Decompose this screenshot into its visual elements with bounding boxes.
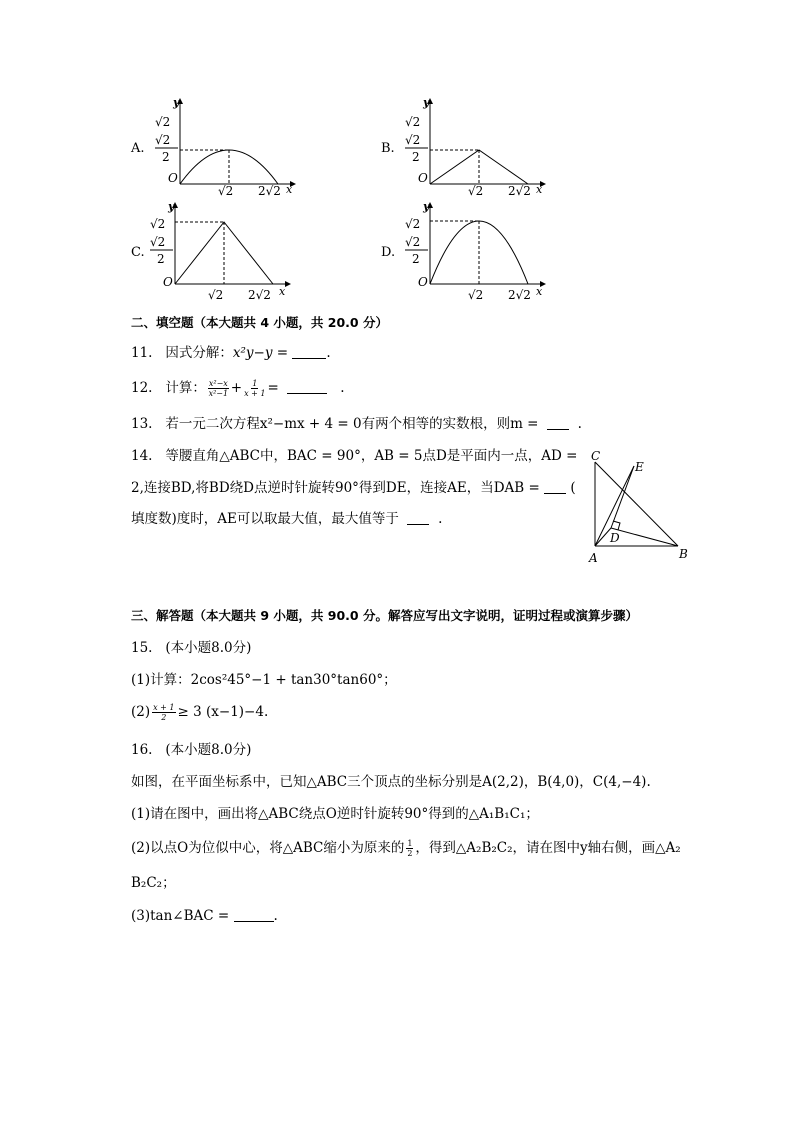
- question-13: [131, 414, 582, 434]
- q14-line2: 2,连接BD,将BD绕D点逆时针旋转90°得到DE，连接AE，当DAB =: [131, 480, 540, 496]
- y-tick-frac-den: 2: [162, 150, 170, 164]
- q12-fraction-1: $\frac{\text{x²−x}}{\text{x²−1}}$: [208, 379, 229, 398]
- question-16-part-2-cont: B₂C₂；: [131, 875, 176, 891]
- section3-heading: 三、解答题（本大题共 9 小题，共 90.0 分。解答应写出文字说明，证明过程或演算步骤）: [131, 608, 638, 623]
- option-d-graph: [400, 200, 550, 304]
- question-16-part-1: (1)请在图中，画出将△ABC绕点O逆时针旋转90°得到的△A₁B₁C₁；: [131, 806, 539, 822]
- q16-points: (本小题8.0分): [165, 742, 252, 758]
- y-axis-label: y: [168, 200, 175, 213]
- q16-fraction: $\frac{1}{2}$: [407, 839, 413, 858]
- origin-label: O: [168, 171, 178, 185]
- y-tick-frac-den: 2: [412, 252, 420, 266]
- option-c-label: C.: [131, 245, 145, 260]
- y-tick-frac-den: 2: [157, 252, 165, 266]
- q12-answer-blank[interactable]: [287, 379, 327, 394]
- q14-line3: 填度数)度时，AE可以取最大值，最大值等于: [131, 511, 399, 527]
- q13-answer-blank[interactable]: [547, 415, 569, 430]
- origin-label: O: [163, 275, 173, 289]
- question-15-header: [131, 638, 251, 658]
- question-14-line-3: [131, 509, 442, 529]
- q12-number: 12.: [131, 380, 153, 396]
- q15-points: (本小题8.0分): [165, 640, 252, 656]
- q11-text: 因式分解：: [165, 345, 233, 361]
- y-tick-sqrt2: √2: [405, 115, 421, 129]
- question-11: [131, 343, 331, 363]
- q14-line1: 等腰直角△ABC中，BAC = 90°，AB = 5点D是平面内一点，AD =: [165, 448, 578, 464]
- x-axis-label: x: [536, 183, 543, 196]
- y-tick-sqrt2: √2: [405, 217, 421, 231]
- q15-fraction: $\frac{x + 1}{2}$: [153, 703, 175, 722]
- q14-angle-blank[interactable]: [544, 479, 566, 494]
- x-axis-label: x: [286, 183, 293, 196]
- y-axis-label: y: [423, 96, 430, 109]
- point-c-label: C: [591, 449, 601, 463]
- x-tick-2sqrt2: 2√2: [258, 184, 281, 196]
- x-tick-sqrt2: √2: [218, 184, 234, 196]
- option-a-label: A.: [131, 141, 145, 156]
- q16-number: 16.: [131, 742, 153, 758]
- origin-label: O: [418, 275, 428, 289]
- point-a-label: A: [589, 551, 598, 565]
- question-12: [131, 378, 345, 398]
- y-tick-frac-num: √2: [405, 235, 421, 249]
- q14-number: 14.: [131, 448, 153, 464]
- question-16-part-3: (3)tan∠BAC = .: [131, 908, 278, 924]
- q12-eq: =: [267, 380, 279, 396]
- q14-max-blank[interactable]: [407, 510, 429, 525]
- y-axis-label: y: [423, 200, 430, 213]
- point-e-label: E: [635, 460, 644, 474]
- x-tick-2sqrt2: 2√2: [248, 288, 271, 302]
- question-16-header: [131, 740, 251, 760]
- q12-fraction-2: $\frac{1}{x + 1}$: [244, 379, 266, 398]
- y-tick-sqrt2: √2: [150, 217, 166, 231]
- q13-number: 13.: [131, 416, 153, 432]
- x-tick-2sqrt2: 2√2: [508, 184, 531, 196]
- x-tick-2sqrt2: 2√2: [508, 288, 531, 302]
- q12-end: .: [340, 380, 345, 396]
- x-tick-sqrt2: √2: [208, 288, 224, 302]
- y-tick-sqrt2: √2: [155, 115, 171, 129]
- q11-answer-blank[interactable]: [292, 344, 326, 359]
- q12-plus: +: [230, 380, 243, 396]
- y-tick-frac-num: √2: [405, 133, 421, 147]
- question-15-part-1: (1)计算：2cos²45°−1 + tan30°tan60°；: [131, 672, 397, 688]
- question-14-line-2: [131, 478, 576, 498]
- y-tick-frac-num: √2: [150, 235, 166, 249]
- q13-end: .: [577, 416, 582, 432]
- option-a-graph: [150, 96, 300, 196]
- origin-label: O: [418, 171, 428, 185]
- q14-end: .: [438, 511, 443, 527]
- option-b-graph: [400, 96, 550, 196]
- point-b-label: B: [679, 547, 688, 561]
- q11-end: .: [326, 345, 331, 361]
- q16-answer-blank[interactable]: [234, 907, 274, 922]
- question-16-part-2: (2)以点O为位似中心，将△ABC缩小为原来的 $\frac{1}{2}$ ，得到△A₂B₂C₂，请在图中y轴右侧，画△A₂: [131, 839, 681, 858]
- x-axis-label: x: [279, 285, 286, 298]
- q14-figure: [582, 446, 694, 570]
- option-b-label: B.: [381, 141, 395, 156]
- option-d-label: D.: [381, 245, 396, 260]
- option-c-graph: [145, 200, 295, 304]
- x-tick-sqrt2: √2: [468, 184, 484, 196]
- q12-text: 计算：: [165, 380, 206, 396]
- x-tick-sqrt2: √2: [468, 288, 484, 302]
- x-axis-label: x: [536, 285, 543, 298]
- y-axis-label: y: [173, 96, 180, 109]
- y-tick-frac-den: 2: [412, 150, 420, 164]
- q11-expr: x²y−y =: [232, 345, 289, 361]
- q13-text: 若一元二次方程x²−mx + 4 = 0有两个相等的实数根，则m =: [165, 416, 539, 432]
- q14-paren: (: [570, 480, 576, 496]
- question-16-intro: 如图，在平面坐标系中，已知△ABC三个顶点的坐标分别是A(2,2)，B(4,0)，C(4,−4).: [131, 774, 651, 790]
- q11-number: 11.: [131, 345, 153, 361]
- point-d-label: D: [610, 531, 620, 545]
- question-14-line-1: [131, 446, 577, 466]
- section2-heading: 二、填空题（本大题共 4 小题，共 20.0 分）: [131, 315, 388, 330]
- y-tick-frac-num: √2: [155, 133, 171, 147]
- q15-number: 15.: [131, 640, 153, 656]
- question-15-part-2: (2) $\frac{x + 1}{2}$ ≥ 3 (x−1)−4.: [131, 703, 269, 722]
